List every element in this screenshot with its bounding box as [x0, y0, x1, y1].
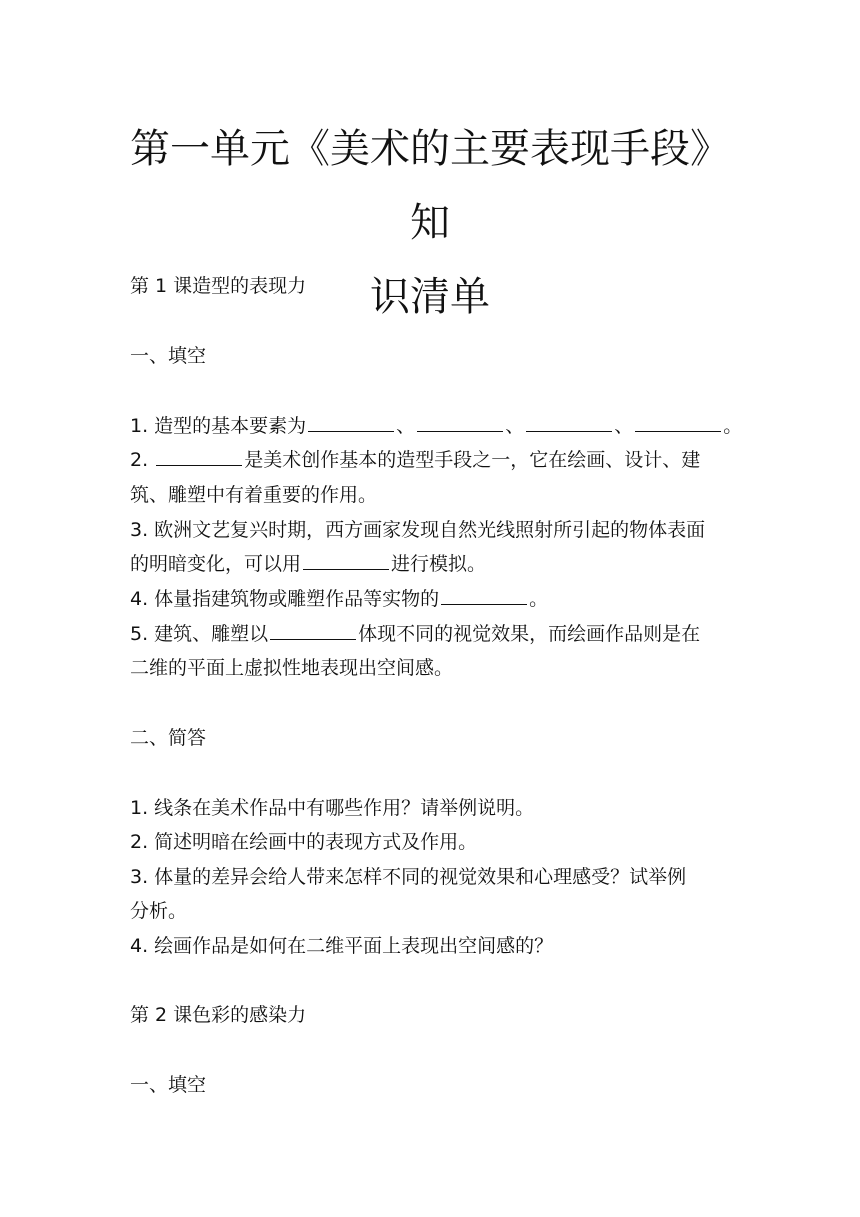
fill-question-2: 2. 是美术创作基本的造型手段之一，它在绘画、设计、建	[130, 443, 700, 477]
fill-question-1: 1. 造型的基本要素为 、 、 、 。	[130, 409, 742, 443]
short-question-3-cont: 分析。	[130, 900, 188, 922]
answer-blank	[270, 620, 356, 640]
fill-question-2-cont: 筑、雕塑中有着重要的作用。	[130, 484, 378, 506]
answer-blank	[308, 412, 394, 432]
answer-blank	[635, 412, 721, 432]
answer-blank	[417, 412, 503, 432]
lesson-1-fill-heading: 一、填空	[130, 345, 207, 367]
short-question-3: 3. 体量的差异会给人带来怎样不同的视觉效果和心理感受？试举例	[130, 866, 687, 888]
title-line-1: 第一单元《美术的主要表现手段》知	[130, 126, 730, 246]
lesson-2-heading: 第 2 课色彩的感染力	[130, 1004, 307, 1026]
short-question-2: 2. 简述明暗在绘画中的表现方式及作用。	[130, 831, 478, 853]
short-question-4: 4. 绘画作品是如何在二维平面上表现出空间感的？	[130, 935, 554, 957]
lesson-1-heading: 第 1 课造型的表现力	[130, 275, 307, 297]
lesson-2-fill-heading: 一、填空	[130, 1074, 207, 1096]
answer-blank	[441, 585, 527, 605]
answer-blank	[526, 412, 612, 432]
answer-blank	[303, 550, 389, 570]
fill-question-5-cont: 二维的平面上虚拟性地表现出空间感。	[130, 657, 454, 679]
fill-question-3-cont: 的明暗变化，可以用 进行模拟。	[130, 547, 486, 581]
fill-question-5: 5. 建筑、雕塑以 体现不同的视觉效果，而绘画作品则是在	[130, 617, 700, 651]
short-question-1: 1. 线条在美术作品中有哪些作用？请举例说明。	[130, 797, 535, 819]
title-line-2: 识清单	[370, 274, 490, 320]
fill-question-3: 3. 欧洲文艺复兴时期，西方画家发现自然光线照射所引起的物体表面	[130, 519, 706, 541]
answer-blank	[156, 446, 242, 466]
fill-question-4: 4. 体量指建筑物或雕塑作品等实物的 。	[130, 582, 548, 616]
lesson-1-short-heading: 二、简答	[130, 727, 207, 749]
